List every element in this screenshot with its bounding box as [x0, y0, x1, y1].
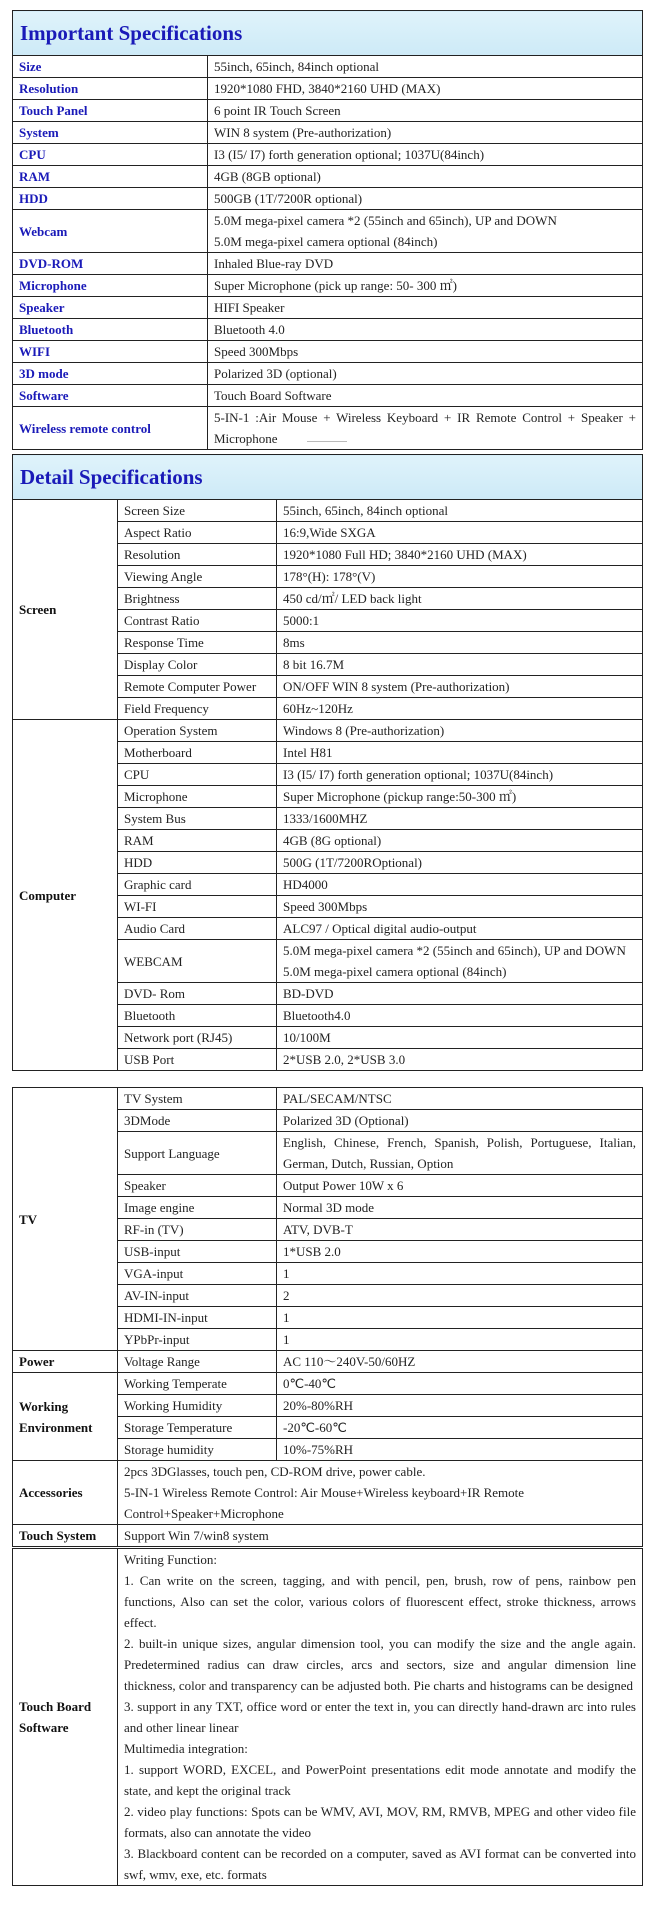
spec-row-tv-system — [13, 1088, 643, 1110]
spec-label: USB-input — [118, 1241, 277, 1263]
spec-value — [208, 100, 643, 122]
spec-label: Working Temperate — [118, 1373, 277, 1395]
spec-row-screen-size — [13, 500, 643, 522]
spec-label: Resolution — [118, 544, 277, 566]
spec-value-line: Windows 8 (Pre-authorization) — [283, 723, 445, 738]
spec-label: Microphone — [118, 786, 277, 808]
spec-row-size — [13, 56, 643, 78]
spec-value — [277, 1329, 643, 1351]
spec-label: Support Language — [118, 1132, 277, 1175]
spec-value — [277, 544, 643, 566]
spec-value-line: 1920*1080 FHD, 3840*2160 UHD (MAX) — [214, 81, 441, 96]
spec-value — [277, 1395, 643, 1417]
spec-value — [277, 874, 643, 896]
spec-label: Display Color — [118, 654, 277, 676]
category-accessories: Accessories — [13, 1461, 118, 1525]
spec-value-line: 55inch, 65inch, 84inch optional — [283, 503, 449, 518]
spec-value-line: 450 cd/㎡/ LED back light — [283, 591, 422, 606]
spec-label: Image engine — [118, 1197, 277, 1219]
spec-value-line: Bluetooth4.0 — [283, 1008, 351, 1023]
spec-value-line: Intel H81 — [283, 745, 333, 760]
spec-value — [208, 78, 643, 100]
spec-value-line: ATV, DVB-T — [283, 1222, 353, 1237]
spec-label: DVD- Rom — [118, 983, 277, 1005]
spec-value — [277, 1351, 643, 1373]
spec-value-line: -20℃-60℃ — [283, 1420, 347, 1435]
spec-value-line: 16:9,Wide SXGA — [283, 525, 376, 540]
spec-label: Size — [13, 56, 208, 78]
spec-value — [277, 764, 643, 786]
spec-label: USB Port — [118, 1049, 277, 1071]
spec-value-line: 1920*1080 Full HD; 3840*2160 UHD (MAX) — [283, 547, 527, 562]
touch-system-value: Support Win 7/win8 system — [118, 1525, 643, 1547]
spec-label: Microphone — [13, 275, 208, 297]
spec-value-line: 1 — [283, 1332, 290, 1347]
spec-row-ram — [13, 166, 643, 188]
spec-value — [277, 610, 643, 632]
spec-value-line: 8ms — [283, 635, 305, 650]
accessories-line: 2pcs 3DGlasses, touch pen, CD-ROM drive, power cable. — [124, 1464, 426, 1479]
spec-value — [277, 852, 643, 874]
spec-label: 3DMode — [118, 1110, 277, 1132]
spec-label: Graphic card — [118, 874, 277, 896]
spec-value — [208, 341, 643, 363]
spec-value — [277, 1417, 643, 1439]
software-line: 1. support WORD, EXCEL, and PowerPoint presentations edit mode annotate and modify the state, and kept the original track — [124, 1762, 636, 1798]
spec-value — [277, 896, 643, 918]
spec-value-line: Output Power 10W x 6 — [283, 1178, 404, 1193]
spec-label: Voltage Range — [118, 1351, 277, 1373]
spec-value — [277, 500, 643, 522]
spec-label: Field Frequency — [118, 698, 277, 720]
spec-value — [208, 297, 643, 319]
spec-label: Screen Size — [118, 500, 277, 522]
spec-value-line: HIFI Speaker — [214, 300, 285, 315]
spec-value — [277, 522, 643, 544]
category-screen: Screen — [13, 500, 118, 720]
software-description — [118, 1549, 643, 1886]
software-line: 3. Blackboard content can be recorded on a computer, saved as AVI format can be converted into swf, wmv, exe, etc. formats — [124, 1846, 636, 1882]
spec-row-dvd-rom — [13, 253, 643, 275]
spec-value-line: 2 — [283, 1288, 290, 1303]
spec-label: Contrast Ratio — [118, 610, 277, 632]
spec-value-line: 5.0M mega-pixel camera *2 (55inch and 65inch), UP and DOWN — [283, 943, 626, 958]
detail-specifications-title: Detail Specifications — [13, 455, 643, 500]
spec-value — [208, 210, 643, 253]
detail-specifications-table-continued — [12, 1087, 643, 1547]
spec-row-cpu — [13, 144, 643, 166]
category-touch-board-software: Touch Board Software — [13, 1549, 118, 1886]
spec-label: Software — [13, 385, 208, 407]
spec-label: Bluetooth — [118, 1005, 277, 1027]
spec-label: WIFI — [13, 341, 208, 363]
spec-value — [277, 720, 643, 742]
spec-value — [208, 144, 643, 166]
spec-value — [208, 122, 643, 144]
spec-row-software — [13, 385, 643, 407]
spec-label: Aspect Ratio — [118, 522, 277, 544]
spec-value — [208, 319, 643, 341]
spec-label: Viewing Angle — [118, 566, 277, 588]
software-line: 2. built-in unique sizes, angular dimension tool, you can modify the size and the angle again. Predetermined radius can draw circles, arcs and sectors, size and angular dimension line thickness, color and transparency can be adjusted both. Pie charts and histograms can be designed — [124, 1636, 636, 1693]
spec-label: RF-in (TV) — [118, 1219, 277, 1241]
spec-value — [277, 1049, 643, 1071]
divider — [307, 441, 347, 442]
spec-value-line: I3 (I5/ I7) forth generation optional; 1037U(84inch) — [283, 767, 554, 782]
spec-value — [277, 1132, 643, 1175]
spec-label: Storage humidity — [118, 1439, 277, 1461]
spec-label: Wireless remote control — [13, 407, 208, 450]
category-working-environment: Working Environment — [13, 1373, 118, 1461]
spec-value — [277, 1005, 643, 1027]
spec-value-line: 10/100M — [283, 1030, 331, 1045]
spec-value — [277, 830, 643, 852]
spec-value-line: 5.0M mega-pixel camera *2 (55inch and 65inch), UP and DOWN — [214, 213, 557, 228]
spec-value-line: 55inch, 65inch, 84inch optional — [214, 59, 380, 74]
spec-value-line: 4GB (8G optional) — [283, 833, 382, 848]
spec-label: WEBCAM — [118, 940, 277, 983]
spec-label: Bluetooth — [13, 319, 208, 341]
spec-label: Audio Card — [118, 918, 277, 940]
spec-value-line: 10%-75%RH — [283, 1442, 354, 1457]
spec-label: Webcam — [13, 210, 208, 253]
spec-row-3d-mode — [13, 363, 643, 385]
spec-label: Storage Temperature — [118, 1417, 277, 1439]
spec-label: System — [13, 122, 208, 144]
spec-value-line: Normal 3D mode — [283, 1200, 374, 1215]
spec-value-line: Inhaled Blue-ray DVD — [214, 256, 334, 271]
spec-label: HDD — [13, 188, 208, 210]
spec-value — [277, 1439, 643, 1461]
spec-value-line: Polarized 3D (Optional) — [283, 1113, 409, 1128]
spec-label: AV-IN-input — [118, 1285, 277, 1307]
software-line: 1. Can write on the screen, tagging, and with pencil, pen, brush, row of pens, rainbow pen functions, Also can set the color, various colors of fluorescent effect, stroke thickness, arrows effect. — [124, 1573, 636, 1630]
spec-label: Speaker — [13, 297, 208, 319]
spec-value — [277, 1285, 643, 1307]
spec-row-wifi — [13, 341, 643, 363]
spec-value-line: 500G (1T/7200ROptional) — [283, 855, 423, 870]
spec-label: Operation System — [118, 720, 277, 742]
spec-row-resolution — [13, 78, 643, 100]
spec-value — [277, 808, 643, 830]
spec-label: YPbPr-input — [118, 1329, 277, 1351]
spec-value — [208, 253, 643, 275]
spec-value — [277, 983, 643, 1005]
spec-value-line: 4GB (8GB optional) — [214, 169, 321, 184]
spec-row-bluetooth — [13, 319, 643, 341]
spec-value-line: PAL/SECAM/NTSC — [283, 1091, 392, 1106]
spec-label: RAM — [13, 166, 208, 188]
spec-label: Network port (RJ45) — [118, 1027, 277, 1049]
spec-value — [277, 786, 643, 808]
spec-row-speaker — [13, 297, 643, 319]
spec-label: Working Humidity — [118, 1395, 277, 1417]
important-specifications-table — [12, 10, 643, 450]
spec-label: 3D mode — [13, 363, 208, 385]
spec-value-line: 60Hz~120Hz — [283, 701, 353, 716]
spec-value-line: 6 point IR Touch Screen — [214, 103, 341, 118]
spec-label: Touch Panel — [13, 100, 208, 122]
spec-value — [277, 1307, 643, 1329]
spec-label: Brightness — [118, 588, 277, 610]
category-touch-system: Touch System — [13, 1525, 118, 1547]
spec-label: CPU — [13, 144, 208, 166]
spec-value-line: 1333/1600MHZ — [283, 811, 368, 826]
spec-value-line: 5-IN-1 :Air Mouse + Wireless Keyboard + IR Remote Control + Speaker + Microphone — [214, 410, 636, 446]
spec-value — [208, 166, 643, 188]
spec-value-line: 500GB (1T/7200R optional) — [214, 191, 363, 206]
spec-value-line: Speed 300Mbps — [214, 344, 299, 359]
spec-value-line: 5.0M mega-pixel camera optional (84inch) — [214, 234, 438, 249]
spec-label: Remote Computer Power — [118, 676, 277, 698]
spec-value — [277, 1197, 643, 1219]
spec-label: DVD-ROM — [13, 253, 208, 275]
spec-row-operation-system — [13, 720, 643, 742]
spec-value-line: Touch Board Software — [214, 388, 332, 403]
spec-row-touch-panel — [13, 100, 643, 122]
spec-value-line: Speed 300Mbps — [283, 899, 368, 914]
spec-value-line: I3 (I5/ I7) forth generation optional; 1037U(84inch) — [214, 147, 485, 162]
spec-value-line: 2*USB 2.0, 2*USB 3.0 — [283, 1052, 406, 1067]
spec-value — [277, 654, 643, 676]
category-computer: Computer — [13, 720, 118, 1071]
spec-label: HDD — [118, 852, 277, 874]
spec-value-line: 5.0M mega-pixel camera optional (84inch) — [283, 964, 507, 979]
spec-value-line: 1 — [283, 1266, 290, 1281]
spec-value-line: 1 — [283, 1310, 290, 1325]
spec-value — [277, 1175, 643, 1197]
spec-label: HDMI-IN-input — [118, 1307, 277, 1329]
spec-value-line: Bluetooth 4.0 — [214, 322, 285, 337]
spec-value-line: WIN 8 system (Pre-authorization) — [214, 125, 392, 140]
spec-value-line: 0℃-40℃ — [283, 1376, 337, 1391]
spec-label: VGA-input — [118, 1263, 277, 1285]
spec-value-line: 1*USB 2.0 — [283, 1244, 341, 1259]
spec-value — [277, 1110, 643, 1132]
spec-row-voltage-range — [13, 1351, 643, 1373]
spec-value — [208, 407, 643, 450]
category-tv: TV — [13, 1088, 118, 1351]
spec-value-line: 178°(H): 178°(V) — [283, 569, 376, 584]
spec-value — [277, 742, 643, 764]
spec-value-line: BD-DVD — [283, 986, 334, 1001]
detail-specifications-table — [12, 454, 643, 1071]
spec-value — [208, 56, 643, 78]
spec-row-working-temperate — [13, 1373, 643, 1395]
spec-value-line: Polarized 3D (optional) — [214, 366, 337, 381]
spec-value-line: 5000:1 — [283, 613, 320, 628]
important-specifications-title: Important Specifications — [13, 11, 643, 56]
spec-row-wireless-remote-control — [13, 407, 643, 450]
spec-value-line: ALC97 / Optical digital audio-output — [283, 921, 477, 936]
spec-label: Resolution — [13, 78, 208, 100]
software-line: 2. video play functions: Spots can be WMV, AVI, MOV, RM, RMVB, MPEG and other video file formats, also can annotate the video — [124, 1804, 636, 1840]
spec-value — [277, 588, 643, 610]
spec-row-accessories — [13, 1461, 643, 1525]
spec-value — [277, 1373, 643, 1395]
spec-value-line: ON/OFF WIN 8 system (Pre-authorization) — [283, 679, 510, 694]
spec-label: TV System — [118, 1088, 277, 1110]
spec-value — [277, 1219, 643, 1241]
spec-value — [208, 385, 643, 407]
spec-value — [277, 1263, 643, 1285]
accessories-line: 5-IN-1 Wireless Remote Control: Air Mouse+Wireless keyboard+IR Remote Control+Speaker+Microphone — [124, 1485, 525, 1521]
spec-value — [208, 188, 643, 210]
spec-label: WI-FI — [118, 896, 277, 918]
spec-value-line: AC 110～240V-50/60HZ — [283, 1354, 416, 1369]
spec-label: Motherboard — [118, 742, 277, 764]
spec-row-system — [13, 122, 643, 144]
spec-label: Speaker — [118, 1175, 277, 1197]
spec-value — [277, 698, 643, 720]
spec-value-line: 20%-80%RH — [283, 1398, 354, 1413]
spec-value — [277, 940, 643, 983]
spec-label: CPU — [118, 764, 277, 786]
software-line: Multimedia integration: — [124, 1741, 248, 1756]
spec-value-line: Super Microphone (pick up range: 50- 300 ㎡) — [214, 278, 457, 293]
spec-value-line: HD4000 — [283, 877, 328, 892]
category-power: Power — [13, 1351, 118, 1373]
spec-row-hdd — [13, 188, 643, 210]
touch-board-software-table — [12, 1548, 643, 1886]
spec-row-webcam — [13, 210, 643, 253]
software-line: Writing Function: — [124, 1552, 217, 1567]
spec-value — [277, 676, 643, 698]
spec-value — [277, 918, 643, 940]
spec-value-line: English, Chinese, French, Spanish, Polish, Portuguese, Italian, German, Dutch, Russian, Option — [283, 1135, 636, 1171]
spec-value — [277, 632, 643, 654]
spec-row-touch-system — [13, 1525, 643, 1547]
software-line: 3. support in any TXT, office word or enter the text in, you can directly hand-drawn arc into rules and other linear linear — [124, 1699, 636, 1735]
spec-value-line: Super Microphone (pickup range:50-300 ㎡) — [283, 789, 517, 804]
spec-label: System Bus — [118, 808, 277, 830]
spec-value — [277, 1027, 643, 1049]
spec-value-line: 8 bit 16.7M — [283, 657, 345, 672]
spec-value — [208, 275, 643, 297]
spec-row-microphone — [13, 275, 643, 297]
spec-value — [208, 363, 643, 385]
spec-label: RAM — [118, 830, 277, 852]
accessories-value — [118, 1461, 643, 1525]
spec-value — [277, 1088, 643, 1110]
spec-value — [277, 566, 643, 588]
spec-label: Response Time — [118, 632, 277, 654]
spec-value — [277, 1241, 643, 1263]
